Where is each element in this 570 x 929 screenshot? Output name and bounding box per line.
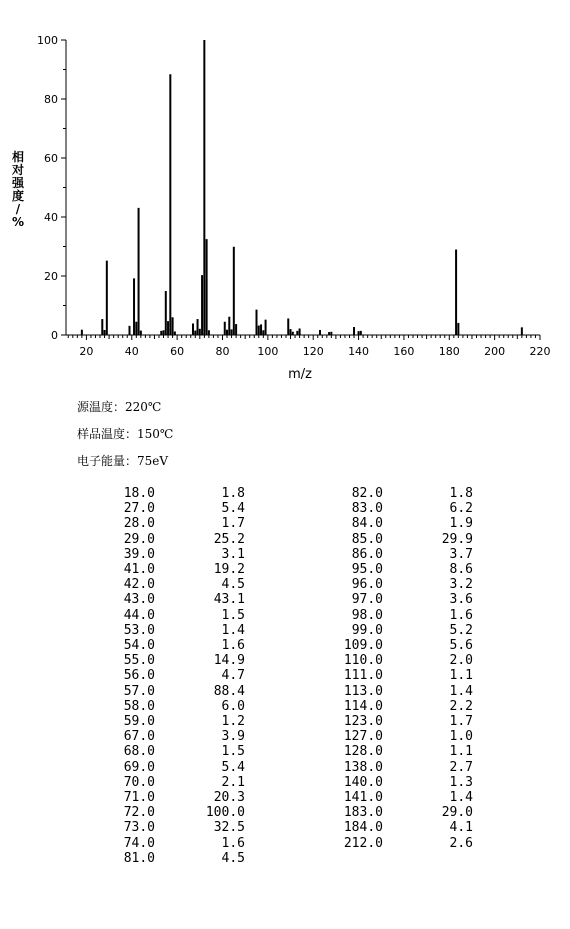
mz-value: 98.0: [351, 607, 383, 623]
peak-table-row: [0, 562, 570, 577]
intensity-value: 20.3: [213, 790, 245, 805]
mz-value: 85.0: [351, 531, 383, 547]
mz-value: 68.0: [123, 744, 155, 760]
y-tick-label: 80: [44, 93, 58, 106]
peak-table-row: [0, 775, 570, 790]
mz-value: 110.0: [343, 653, 383, 669]
mz-value: 81.0: [123, 850, 155, 866]
x-tick-label: 160: [393, 345, 415, 358]
mz-value: 113.0: [343, 683, 383, 699]
intensity-value: 1.4: [221, 622, 245, 638]
mz-value: 69.0: [123, 759, 155, 775]
peak-table-row: [0, 714, 570, 729]
intensity-value: 3.9: [221, 729, 245, 745]
intensity-value: 3.7: [449, 546, 473, 562]
mz-value: 28.0: [123, 516, 155, 532]
intensity-value: 25.2: [213, 531, 245, 547]
y-axis-label-char: /: [15, 202, 21, 216]
intensity-value: 5.4: [221, 759, 245, 775]
peak-table-row: [0, 653, 570, 668]
intensity-value: 5.2: [449, 622, 473, 638]
peak-table-row: [0, 516, 570, 531]
intensity-value: 2.6: [449, 835, 473, 851]
mz-value: 18.0: [123, 486, 155, 501]
mz-value: 44.0: [123, 607, 155, 623]
mz-value: 29.0: [123, 531, 155, 547]
peak-table-row: [0, 744, 570, 759]
intensity-value: 1.8: [221, 486, 245, 501]
mz-value: 123.0: [343, 714, 383, 729]
x-tick-label: 120: [302, 345, 324, 358]
mz-value: 42.0: [123, 577, 155, 593]
intensity-value: 1.6: [221, 835, 245, 851]
mz-value: 57.0: [123, 683, 155, 699]
mz-value: 59.0: [123, 714, 155, 729]
mz-value: 111.0: [343, 668, 383, 684]
intensity-value: 4.1: [449, 820, 473, 836]
y-axis-label-char: 度: [11, 189, 25, 203]
intensity-value: 1.1: [449, 668, 473, 684]
y-tick-label: 40: [44, 211, 58, 224]
mz-value: 138.0: [343, 759, 383, 775]
mz-value: 74.0: [123, 835, 155, 851]
peak-table-row: [0, 851, 570, 866]
peak-table-row: [0, 836, 570, 851]
mz-value: 27.0: [123, 501, 155, 517]
y-tick-label: 0: [51, 329, 58, 342]
peak-table-row: [0, 729, 570, 744]
x-tick-label: 200: [484, 345, 506, 358]
mz-value: 127.0: [343, 729, 383, 745]
intensity-value: 2.7: [449, 759, 473, 775]
intensity-value: 1.0: [449, 729, 473, 745]
y-tick-label: 20: [44, 270, 58, 283]
x-axis-label: m/z: [288, 367, 312, 380]
intensity-value: 1.5: [221, 744, 245, 760]
y-axis-label-char: 相: [11, 150, 25, 164]
intensity-value: 19.2: [213, 562, 245, 577]
mz-value: 86.0: [351, 546, 383, 562]
mz-value: 109.0: [343, 638, 383, 653]
y-tick-label: 100: [37, 34, 58, 47]
mz-value: 184.0: [343, 820, 383, 836]
mz-value: 95.0: [351, 562, 383, 577]
intensity-value: 4.5: [221, 577, 245, 593]
y-axis-label-char: 对: [11, 163, 25, 177]
intensity-value: 1.6: [449, 607, 473, 623]
mz-value: 96.0: [351, 577, 383, 593]
peak-table-row: [0, 592, 570, 607]
intensity-value: 1.5: [221, 607, 245, 623]
intensity-value: 3.6: [449, 592, 473, 608]
mz-value: 53.0: [123, 622, 155, 638]
intensity-value: 1.9: [449, 516, 473, 532]
intensity-value: 1.4: [449, 790, 473, 805]
intensity-value: 2.0: [449, 653, 473, 669]
intensity-value: 1.7: [449, 714, 473, 729]
intensity-value: 14.9: [213, 653, 245, 669]
peak-table-row: [0, 805, 570, 820]
intensity-value: 29.0: [441, 805, 473, 821]
mz-value: 97.0: [351, 592, 383, 608]
y-tick-label: 60: [44, 152, 58, 165]
intensity-value: 4.7: [221, 668, 245, 684]
mz-value: 83.0: [351, 501, 383, 517]
mz-value: 72.0: [123, 805, 155, 821]
mz-value: 114.0: [343, 698, 383, 714]
peak-table-row: [0, 820, 570, 835]
mz-value: 141.0: [343, 790, 383, 805]
x-tick-label: 180: [438, 345, 460, 358]
x-tick-label: 40: [124, 345, 139, 358]
mz-value: 99.0: [351, 622, 383, 638]
intensity-value: 2.2: [449, 698, 473, 714]
intensity-value: 1.6: [221, 638, 245, 653]
peak-table-row: [0, 684, 570, 699]
mz-value: 39.0: [123, 546, 155, 562]
mz-value: 55.0: [123, 653, 155, 669]
intensity-value: 1.1: [449, 744, 473, 760]
intensity-value: 6.0: [221, 698, 245, 714]
mz-value: 58.0: [123, 698, 155, 714]
intensity-value: 88.4: [213, 683, 245, 699]
x-tick-label: 220: [529, 345, 551, 358]
intensity-value: 32.5: [213, 820, 245, 836]
peak-table-row: [0, 486, 570, 501]
x-tick-label: 100: [257, 345, 279, 358]
mz-value: 56.0: [123, 668, 155, 684]
peak-table-row: [0, 577, 570, 592]
source-temperature: 源温度：220℃: [77, 400, 162, 414]
x-tick-label: 60: [170, 345, 185, 358]
y-axis-label-char: %: [11, 215, 25, 229]
intensity-value: 3.1: [221, 546, 245, 562]
mass-spectrum-chart: [0, 0, 570, 380]
mz-value: 73.0: [123, 820, 155, 836]
mz-value: 41.0: [123, 562, 155, 577]
x-tick-label: 140: [348, 345, 370, 358]
intensity-value: 1.2: [221, 714, 245, 729]
x-ticks: [68, 335, 550, 358]
mz-value: 84.0: [351, 516, 383, 532]
spectrum-bars: [82, 40, 522, 335]
intensity-value: 100.0: [205, 805, 245, 821]
peak-table-row: [0, 532, 570, 547]
peak-table-row: [0, 699, 570, 714]
intensity-value: 5.6: [449, 638, 473, 653]
intensity-value: 1.4: [449, 683, 473, 699]
intensity-value: 29.9: [441, 531, 473, 547]
mz-value: 82.0: [351, 486, 383, 501]
peak-table-row: [0, 501, 570, 516]
intensity-value: 1.3: [449, 774, 473, 790]
peak-table-row: [0, 547, 570, 562]
mz-value: 70.0: [123, 774, 155, 790]
mz-value: 71.0: [123, 790, 155, 805]
intensity-value: 1.7: [221, 516, 245, 532]
sample-temperature: 样品温度：150℃: [77, 427, 174, 441]
intensity-value: 6.2: [449, 501, 473, 517]
peak-table-row: [0, 760, 570, 775]
mz-value: 140.0: [343, 774, 383, 790]
peak-table-row: [0, 608, 570, 623]
peak-table-row: [0, 790, 570, 805]
mz-value: 43.0: [123, 592, 155, 608]
electron-energy: 电子能量：75eV: [77, 454, 169, 468]
peak-table-row: [0, 638, 570, 653]
intensity-value: 2.1: [221, 774, 245, 790]
peak-table-row: [0, 668, 570, 683]
x-tick-label: 80: [215, 345, 230, 358]
mz-value: 128.0: [343, 744, 383, 760]
intensity-value: 5.4: [221, 501, 245, 517]
mz-value: 183.0: [343, 805, 383, 821]
y-axis-label: [11, 149, 25, 229]
mz-value: 67.0: [123, 729, 155, 745]
x-tick-label: 20: [79, 345, 94, 358]
mz-value: 54.0: [123, 638, 155, 653]
y-ticks: [37, 34, 66, 342]
intensity-value: 43.1: [213, 592, 245, 608]
intensity-value: 8.6: [449, 562, 473, 577]
peak-table-row: [0, 623, 570, 638]
intensity-value: 4.5: [221, 850, 245, 866]
y-axis-label-char: 强: [11, 176, 25, 190]
intensity-value: 3.2: [449, 577, 473, 593]
mz-value: 212.0: [343, 835, 383, 851]
intensity-value: 1.8: [449, 486, 473, 501]
